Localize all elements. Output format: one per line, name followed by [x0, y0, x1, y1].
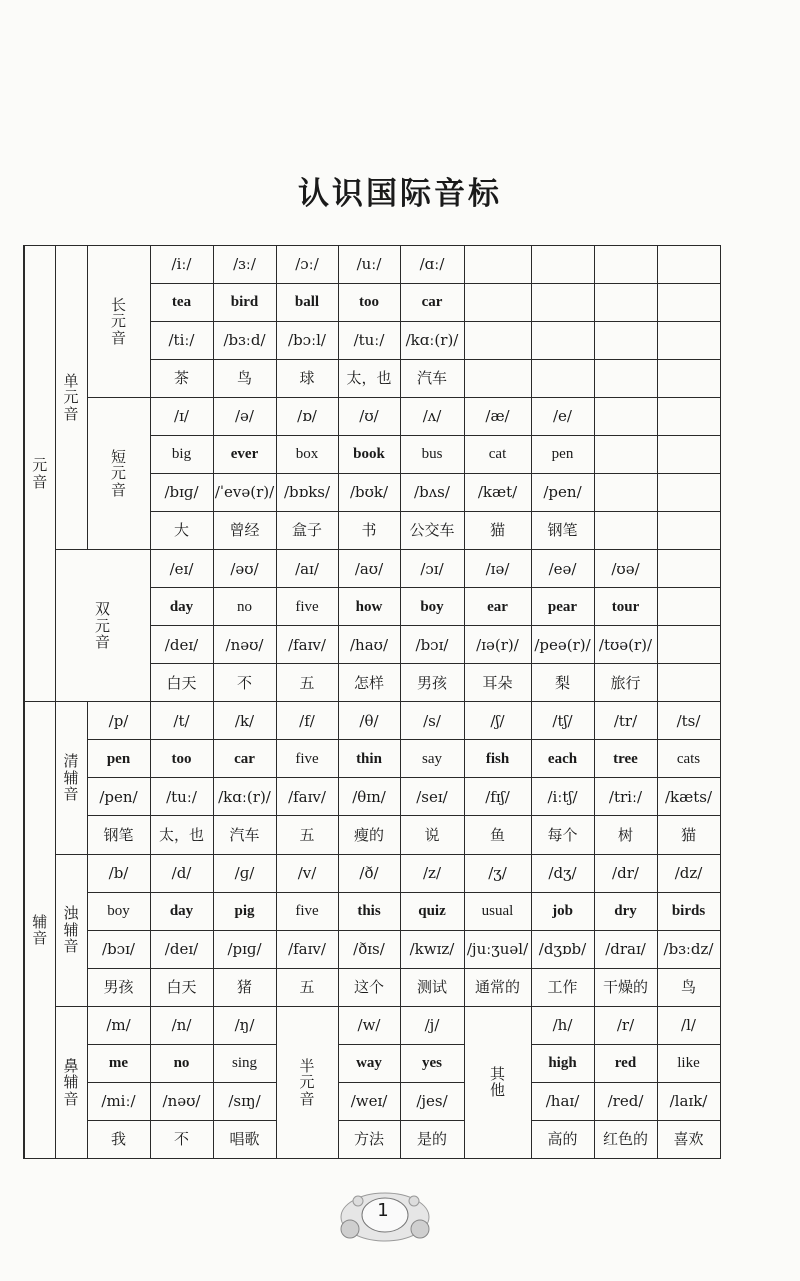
chinese-meaning: 通常的 — [464, 968, 531, 1006]
example-word: this — [338, 892, 400, 930]
page-number: 1 — [377, 1200, 389, 1221]
empty-cell — [464, 284, 531, 322]
example-word: bird — [213, 284, 276, 322]
empty-cell — [464, 360, 531, 398]
chinese-meaning: 书 — [338, 512, 400, 550]
example-word: dry — [594, 892, 657, 930]
example-word: day — [150, 588, 213, 626]
phonetic-symbol: /f/ — [276, 702, 338, 740]
phonetic-symbol: /əʊ/ — [213, 550, 276, 588]
chinese-meaning: 男孩 — [400, 664, 464, 702]
transcription: /deɪ/ — [150, 930, 213, 968]
empty-cell — [657, 284, 720, 322]
phonetic-symbol: /tʃ/ — [531, 702, 594, 740]
chinese-meaning: 唱歌 — [213, 1120, 276, 1158]
empty-cell — [594, 436, 657, 474]
group-semivowel-label: 半元音 — [299, 1056, 315, 1108]
chinese-meaning: 白天 — [150, 968, 213, 1006]
chinese-meaning: 不 — [150, 1120, 213, 1158]
phonetic-symbol: /t/ — [150, 702, 213, 740]
empty-cell — [464, 322, 531, 360]
phonetic-symbol: /s/ — [400, 702, 464, 740]
example-word: like — [657, 1044, 720, 1082]
empty-cell — [531, 246, 594, 284]
phonetic-symbol: /b/ — [87, 854, 150, 892]
example-word: birds — [657, 892, 720, 930]
transcription: /nəʊ/ — [213, 626, 276, 664]
empty-cell — [594, 246, 657, 284]
chinese-meaning: 五 — [276, 664, 338, 702]
transcription: /pen/ — [531, 474, 594, 512]
group-other-label: 其他 — [489, 1064, 505, 1100]
chinese-meaning: 钢笔 — [531, 512, 594, 550]
transcription: /ɪə(r)/ — [464, 626, 531, 664]
example-word: book — [338, 436, 400, 474]
chinese-meaning: 旅行 — [594, 664, 657, 702]
chinese-meaning: 瘦的 — [338, 816, 400, 854]
transcription: /draɪ/ — [594, 930, 657, 968]
transcription: /tiː/ — [150, 322, 213, 360]
group-semivowel — [276, 1006, 338, 1158]
chinese-meaning: 工作 — [531, 968, 594, 1006]
transcription: /tʊə(r)/ — [594, 626, 657, 664]
empty-cell — [657, 322, 720, 360]
chinese-meaning: 猫 — [464, 512, 531, 550]
chinese-meaning: 汽车 — [400, 360, 464, 398]
example-word: pear — [531, 588, 594, 626]
transcription: /kæts/ — [657, 778, 720, 816]
phonetic-chart-table — [23, 245, 721, 1159]
empty-cell — [657, 664, 720, 702]
transcription: /bɒks/ — [276, 474, 338, 512]
chinese-meaning: 鸟 — [657, 968, 720, 1006]
empty-cell — [531, 284, 594, 322]
transcription: /ˈevə(r)/ — [213, 474, 276, 512]
phonetic-symbol: /ɡ/ — [213, 854, 276, 892]
example-word: red — [594, 1044, 657, 1082]
chinese-meaning: 鸟 — [213, 360, 276, 398]
phonetic-symbol: /n/ — [150, 1006, 213, 1044]
transcription: /bɜːdz/ — [657, 930, 720, 968]
chinese-meaning: 太，也 — [338, 360, 400, 398]
chinese-meaning: 球 — [276, 360, 338, 398]
transcription: /tuː/ — [150, 778, 213, 816]
example-word: yes — [400, 1044, 464, 1082]
phonetic-symbol: /ɒ/ — [276, 398, 338, 436]
chinese-meaning: 干燥的 — [594, 968, 657, 1006]
group-voiced-label: 浊辅音 — [63, 904, 79, 956]
example-word: big — [150, 436, 213, 474]
chinese-meaning: 耳朵 — [464, 664, 531, 702]
phonetic-symbol: /æ/ — [464, 398, 531, 436]
transcription: /peə(r)/ — [531, 626, 594, 664]
empty-cell — [657, 474, 720, 512]
chinese-meaning: 五 — [276, 968, 338, 1006]
chinese-meaning: 鱼 — [464, 816, 531, 854]
chinese-meaning: 方法 — [338, 1120, 400, 1158]
phonetic-symbol: /l/ — [657, 1006, 720, 1044]
phonetic-symbol: /ʊ/ — [338, 398, 400, 436]
transcription: /triː/ — [594, 778, 657, 816]
example-word: me — [87, 1044, 150, 1082]
transcription: /faɪv/ — [276, 626, 338, 664]
chinese-meaning: 喜欢 — [657, 1120, 720, 1158]
chinese-meaning: 是的 — [400, 1120, 464, 1158]
transcription: /jes/ — [400, 1082, 464, 1120]
example-word: quiz — [400, 892, 464, 930]
group-consonants-label: 辅音 — [32, 912, 48, 948]
example-word: pen — [531, 436, 594, 474]
phonetic-symbol: /dz/ — [657, 854, 720, 892]
group-other — [464, 1006, 531, 1158]
transcription: /bʌs/ — [400, 474, 464, 512]
example-word: pen — [87, 740, 150, 778]
chinese-meaning: 曾经 — [213, 512, 276, 550]
example-word: boy — [87, 892, 150, 930]
example-word: usual — [464, 892, 531, 930]
example-word: high — [531, 1044, 594, 1082]
chinese-meaning: 我 — [87, 1120, 150, 1158]
phonetic-symbol: /ɑː/ — [400, 246, 464, 284]
phonetic-symbol: /h/ — [531, 1006, 594, 1044]
transcription: /bɜːd/ — [213, 322, 276, 360]
transcription: /miː/ — [87, 1082, 150, 1120]
phonetic-symbol: /iː/ — [150, 246, 213, 284]
example-word: way — [338, 1044, 400, 1082]
phonetic-symbol: /ð/ — [338, 854, 400, 892]
group-nasal — [55, 1006, 87, 1158]
empty-cell — [657, 360, 720, 398]
transcription: /weɪ/ — [338, 1082, 400, 1120]
transcription: /nəʊ/ — [150, 1082, 213, 1120]
phonetic-symbol: /aɪ/ — [276, 550, 338, 588]
group-vowels — [24, 246, 55, 702]
phonetic-symbol: /ɪə/ — [464, 550, 531, 588]
transcription: /pɪɡ/ — [213, 930, 276, 968]
chinese-meaning: 说 — [400, 816, 464, 854]
chinese-meaning: 钢笔 — [87, 816, 150, 854]
example-word: cats — [657, 740, 720, 778]
chinese-meaning: 高的 — [531, 1120, 594, 1158]
transcription: /ðɪs/ — [338, 930, 400, 968]
example-word: sing — [213, 1044, 276, 1082]
example-word: five — [276, 740, 338, 778]
transcription: /seɪ/ — [400, 778, 464, 816]
chinese-meaning: 白天 — [150, 664, 213, 702]
chinese-meaning: 盒子 — [276, 512, 338, 550]
example-word: box — [276, 436, 338, 474]
chinese-meaning: 男孩 — [87, 968, 150, 1006]
empty-cell — [594, 322, 657, 360]
phonetic-symbol: /e/ — [531, 398, 594, 436]
example-word: ball — [276, 284, 338, 322]
phonetic-symbol: /ʌ/ — [400, 398, 464, 436]
chinese-meaning: 怎样 — [338, 664, 400, 702]
group-short-vowels — [87, 398, 150, 550]
example-word: no — [150, 1044, 213, 1082]
empty-cell — [657, 512, 720, 550]
phonetic-symbol: /tr/ — [594, 702, 657, 740]
group-consonants — [24, 702, 55, 1159]
example-word: tea — [150, 284, 213, 322]
transcription: /kæt/ — [464, 474, 531, 512]
phonetic-symbol: /ʊə/ — [594, 550, 657, 588]
phonetic-symbol: /j/ — [400, 1006, 464, 1044]
empty-cell — [657, 550, 720, 588]
empty-cell — [594, 474, 657, 512]
empty-cell — [531, 322, 594, 360]
chinese-meaning: 茶 — [150, 360, 213, 398]
phonetic-symbol: /θ/ — [338, 702, 400, 740]
group-monophthongs-label: 单元音 — [63, 371, 79, 423]
empty-cell — [464, 246, 531, 284]
example-word: job — [531, 892, 594, 930]
example-word: day — [150, 892, 213, 930]
transcription: /juːʒuəl/ — [464, 930, 531, 968]
example-word: too — [150, 740, 213, 778]
empty-cell — [594, 284, 657, 322]
group-short-vowels-label: 短元音 — [110, 447, 126, 499]
empty-cell — [531, 360, 594, 398]
phonetic-symbol: /aʊ/ — [338, 550, 400, 588]
phonetic-symbol: /ɪ/ — [150, 398, 213, 436]
example-word: car — [213, 740, 276, 778]
example-word: ever — [213, 436, 276, 474]
empty-cell — [657, 626, 720, 664]
chinese-meaning: 猫 — [657, 816, 720, 854]
transcription: /bɔɪ/ — [400, 626, 464, 664]
chinese-meaning: 公交车 — [400, 512, 464, 550]
phonetic-symbol: /ɔː/ — [276, 246, 338, 284]
transcription: /faɪv/ — [276, 930, 338, 968]
example-word: boy — [400, 588, 464, 626]
phonetic-symbol: /w/ — [338, 1006, 400, 1044]
chinese-meaning: 测试 — [400, 968, 464, 1006]
phonetic-symbol: /ts/ — [657, 702, 720, 740]
transcription: /sɪŋ/ — [213, 1082, 276, 1120]
example-word: five — [276, 588, 338, 626]
example-word: say — [400, 740, 464, 778]
empty-cell — [657, 436, 720, 474]
empty-cell — [594, 360, 657, 398]
group-long-vowels — [87, 246, 150, 398]
chinese-meaning: 大 — [150, 512, 213, 550]
example-word: cat — [464, 436, 531, 474]
empty-cell — [594, 512, 657, 550]
phonetic-symbol: /ʒ/ — [464, 854, 531, 892]
transcription: /kwɪz/ — [400, 930, 464, 968]
chinese-meaning: 太，也 — [150, 816, 213, 854]
transcription: /tuː/ — [338, 322, 400, 360]
phonetic-symbol: /k/ — [213, 702, 276, 740]
empty-cell — [594, 398, 657, 436]
phonetic-symbol: /dʒ/ — [531, 854, 594, 892]
phonetic-symbol: /uː/ — [338, 246, 400, 284]
group-voiced — [55, 854, 87, 1006]
chinese-meaning: 每个 — [531, 816, 594, 854]
phonetic-symbol: /ə/ — [213, 398, 276, 436]
phonetic-symbol: /eə/ — [531, 550, 594, 588]
example-word: car — [400, 284, 464, 322]
phonetic-symbol: /ɔɪ/ — [400, 550, 464, 588]
transcription: /pen/ — [87, 778, 150, 816]
group-monophthongs — [55, 246, 87, 550]
example-word: no — [213, 588, 276, 626]
empty-cell — [657, 246, 720, 284]
phonetic-symbol: /m/ — [87, 1006, 150, 1044]
chinese-meaning: 梨 — [531, 664, 594, 702]
group-diphthongs — [55, 550, 150, 702]
transcription: /haʊ/ — [338, 626, 400, 664]
group-vowels-label: 元音 — [32, 456, 48, 491]
transcription: /red/ — [594, 1082, 657, 1120]
transcription: /bʊk/ — [338, 474, 400, 512]
phonetic-symbol: /v/ — [276, 854, 338, 892]
example-word: too — [338, 284, 400, 322]
group-diphthongs-label: 双元音 — [94, 600, 110, 652]
phonetic-symbol: /ʃ/ — [464, 702, 531, 740]
example-word: thin — [338, 740, 400, 778]
page-title: 认识国际音标 — [298, 176, 502, 212]
chinese-meaning: 红色的 — [594, 1120, 657, 1158]
chinese-meaning: 五 — [276, 816, 338, 854]
example-word: how — [338, 588, 400, 626]
chinese-meaning: 汽车 — [213, 816, 276, 854]
transcription: /fɪʃ/ — [464, 778, 531, 816]
example-word: ear — [464, 588, 531, 626]
phonetic-symbol: /ɜː/ — [213, 246, 276, 284]
example-word: five — [276, 892, 338, 930]
chinese-meaning: 猪 — [213, 968, 276, 1006]
phonetic-symbol: /dr/ — [594, 854, 657, 892]
transcription: /bɔːl/ — [276, 322, 338, 360]
transcription: /haɪ/ — [531, 1082, 594, 1120]
group-voiceless-label: 清辅音 — [63, 752, 79, 804]
transcription: /bɔɪ/ — [87, 930, 150, 968]
phonetic-symbol: /p/ — [87, 702, 150, 740]
example-word: bus — [400, 436, 464, 474]
phonetic-symbol: /eɪ/ — [150, 550, 213, 588]
chinese-meaning: 树 — [594, 816, 657, 854]
transcription: /iːtʃ/ — [531, 778, 594, 816]
transcription: /deɪ/ — [150, 626, 213, 664]
transcription: /θɪn/ — [338, 778, 400, 816]
phonetic-symbol: /r/ — [594, 1006, 657, 1044]
empty-cell — [657, 588, 720, 626]
example-word: pig — [213, 892, 276, 930]
example-word: tour — [594, 588, 657, 626]
group-long-vowels-label: 长元音 — [110, 295, 126, 347]
example-word: tree — [594, 740, 657, 778]
group-voiceless — [55, 702, 87, 854]
empty-cell — [657, 398, 720, 436]
transcription: /bɪɡ/ — [150, 474, 213, 512]
phonetic-symbol: /z/ — [400, 854, 464, 892]
phonetic-symbol: /ŋ/ — [213, 1006, 276, 1044]
transcription: /faɪv/ — [276, 778, 338, 816]
chinese-meaning: 不 — [213, 664, 276, 702]
transcription: /kɑː(r)/ — [400, 322, 464, 360]
transcription: /dʒɒb/ — [531, 930, 594, 968]
example-word: each — [531, 740, 594, 778]
phonetic-symbol: /d/ — [150, 854, 213, 892]
transcription: /laɪk/ — [657, 1082, 720, 1120]
chinese-meaning: 这个 — [338, 968, 400, 1006]
group-nasal-label: 鼻辅音 — [63, 1056, 79, 1108]
example-word: fish — [464, 740, 531, 778]
transcription: /kɑː(r)/ — [213, 778, 276, 816]
